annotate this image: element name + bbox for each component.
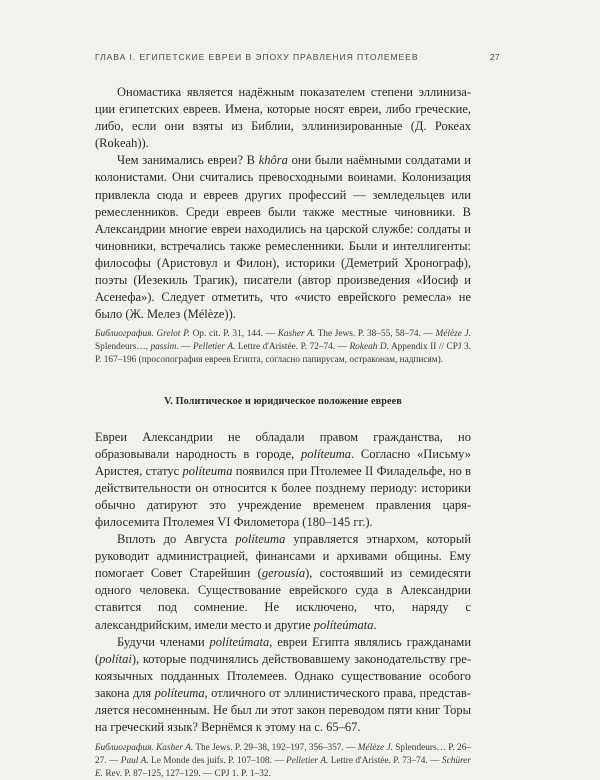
author: Pelletier A. (192, 342, 236, 353)
paragraph-text: Ономастика является надёжным показателем степени эллинизации египетских евреев. Имена, которые носят евреи, либо греческие, либо, если они взяты из Библии, эллинизированные (Д. Рокеах (Rokeah)). (95, 85, 471, 151)
author: Pelletier A. (286, 755, 329, 766)
running-header (95, 52, 500, 62)
author: Mélèze J. (357, 743, 393, 754)
bibliography-note: Библиография. Kasher A. The Jews. P. 29–38, 192–197, 356–357. — Mélèze J. Splendeurs… P. 26–27. — Paul A. Le Monde des juifs. P. 107–108. — Pelletier A. Lettre d'Aristée. P. 73–74. — Schürer E. Rev. P. 87–125, 127–129. — CPJ 1. P. 1–32. (95, 743, 472, 779)
term-khora: khôra (258, 153, 288, 168)
bibliography-note: Библиография. Grelot P. Op. cit. P. 31, 144. — Kasher A. The Jews. P. 38–55, 58–74. — Mélèze J. Splendeurs…, passim. — Pelletier A. Lettre d'Aristée. P. 72–74. — Rokeah D. Appendix II // CPJ 3. P. 167–196 (просопография евреев Египта, согласно папирусам, остраконам, надписям). (95, 329, 472, 365)
author: Rokeah D. (349, 342, 389, 353)
bibliography-label: Библиография. (95, 743, 154, 754)
running-title: ГЛАВА I. ЕГИПЕТСКИЕ ЕВРЕИ В ЭПОХУ ПРАВЛЕНИЯ ПТОЛЕМЕЕВ (95, 52, 419, 62)
author: Schürer E. (95, 755, 472, 779)
author: Kasher A. (156, 743, 194, 754)
paragraph-occupations: Чем занимались евреи? В khôra они были наёмными солдатами и колонистами. Они считались превосходными воинами. Колонизация привлекла сюда и евреев других профессий — земледельцев или ремесленников. Среди евреев были также местные чиновники. В Александрии многие евреи находились на царской службе: солдаты и чиновники, встречались также ремесленники. Были и интеллигенты: философы (Аристовул и Филон), историки (Деметрий Хронограф), поэты (Иезекиль Трагик), писатели (автор произведения «Иосиф и Асенефа»). Следует отметить, что «чисто еврейского ремесла» не было (Ж. Мелез (Mélèze)). (95, 153, 472, 322)
author: Paul A. (120, 755, 149, 766)
page-number: 27 (489, 52, 500, 62)
page-body (95, 84, 471, 780)
author: Grelot P. (156, 329, 190, 340)
author: Kasher A. (277, 329, 316, 340)
paragraph-ethnarch: Вплоть до Августа políteuma управляется этнархом, который руководит администрацией, финансами и архивами общины. Ему помогает Совет Старейшин (gerousía), состоявший из семидесяти одного человека. Существование еврейского суда в Александрии ставится под сомнение. Не исключено, что, наряду с александрийским, имели место и другие políteúmata. (95, 532, 472, 632)
paragraph-onomastics (95, 84, 471, 152)
bibliography-label: Библиография. (95, 329, 154, 340)
paragraph-citizenship: Евреи Александрии не обладали правом гражданства, но образовывали народность в городе, políteuma. Согласно «Письму» Аристея, статус políteuma появился при Птолемее II Филадельфе, но в действительности он относится к более позднему периоду: историки обычно датируют это учреждение временем правления царя-филосемита Птолемея VI Филометора (180–145 гг.). (95, 429, 472, 529)
section-heading: V. Политическое и юридическое положение евреев (164, 396, 402, 408)
section-body (95, 429, 471, 780)
paragraph-law: Будучи членами políteúmata, евреи Египта являлись гражданами (polítai), которые подчинялись действовавшему законодательству грекоязычных подданных Птолемеев. Однако существование особого закона для políteuma, отличного от эллинистического права, представляется несомненным. Не был ли этот закон переводом пяти книг Торы на греческий язык? Вернёмся к этому на с. 65–67. (95, 634, 472, 735)
author: Mélèze J. (435, 329, 471, 340)
